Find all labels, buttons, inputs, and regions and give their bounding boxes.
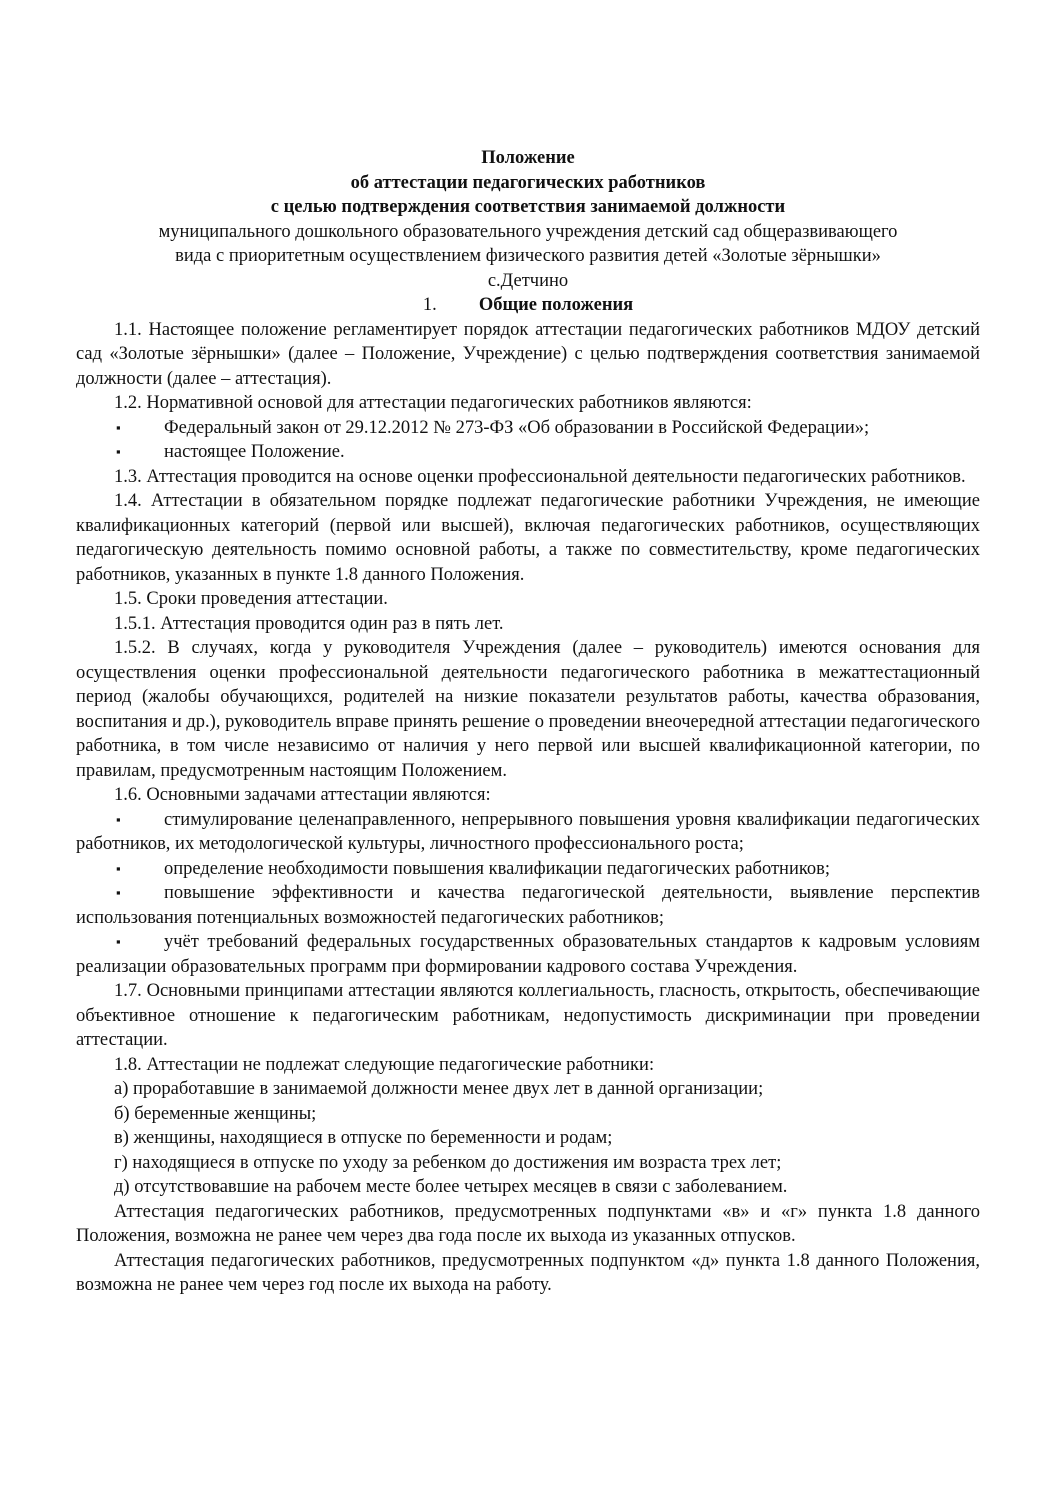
document-title: Положение [481,148,575,168]
organization-line-1: муниципального дошкольного образовательного учреждения детский сад общеразвивающего [158,221,898,242]
bullet-text: учёт требований федеральных государственных образовательных стандартов к кадровым условиям реализации образовательных программ при формировании кадрового состава Учреждения. [76,932,980,977]
paragraph-1-4: 1.4. Аттестации в обязательном порядке подлежат педагогические работники Учреждения, не имеющие квалификационных категорий (первой или высшей), включая педагогических работников, осуществляющих педагогическую деятельность помимо основной работы, а также по совместительству, кроме педагогических работников, указанных в пункте 1.8 данного Положения. [76,491,980,585]
document-title-line-3: с целью подтверждения соответствия занимаемой должности [270,197,786,217]
paragraph-1-1: 1.1. Настоящее положение регламентирует порядок аттестации педагогических работников МДОУ детский сад «Золотые зёрнышки» (далее – Положение, Учреждение) с целью подтверждения соответствия занимаемой должности (далее – аттестация). [76,319,980,389]
list-item-b: б) беременные женщины; [114,1103,317,1124]
paragraph-1-6: 1.6. Основными задачами аттестации являются: [114,785,491,805]
paragraph-1-3: 1.3. Аттестация проводится на основе оценки профессиональной деятельности педагогических работников. [114,466,966,487]
list-item-g: г) находящиеся в отпуске по уходу за ребенком до достижения им возраста трех лет; [114,1152,782,1173]
organization-line-2: вида с приоритетным осуществлением физического развития детей «Золотые зёрнышки» [175,246,881,266]
bullet-marker: ▪ [116,934,121,949]
bullet-marker: ▪ [116,444,121,459]
bullet-item [76,808,980,857]
place-name: с.Детчино [487,270,569,291]
bullet-text: повышение эффективности и качества педагогической деятельности, выявление перспектив использования потенциальных возможностей педагогических работников; [76,883,980,928]
paragraph-1-2: 1.2. Нормативной основой для аттестации педагогических работников являются: [114,393,752,413]
closing-paragraph-2: Аттестация педагогических работников, предусмотренных подпунктом «д» пункта 1.8 данного Положения, возможна не ранее чем через год после их выхода на работу. [76,1250,980,1295]
paragraph-1-8: 1.8. Аттестации не подлежат следующие педагогические работники: [114,1054,655,1075]
section-title: Общие положения [478,295,634,315]
bullet-item [76,881,980,930]
bullet-text: настоящее Положение. [164,442,345,462]
closing-paragraph-1: Аттестация педагогических работников, предусмотренных подпунктами «в» и «г» пункта 1.8 данного Положения, возможна не ранее чем через два года после их выхода из указанных отпусков. [76,1201,980,1246]
section-heading [76,293,980,318]
bullet-text: определение необходимости повышения квалификации педагогических работников; [164,858,831,879]
bullet-marker: ▪ [116,811,121,827]
bullet-item [76,416,980,441]
section-number: 1. [422,295,437,315]
document-title-line-2: об аттестации педагогических работников [350,172,706,193]
list-item-a: а) проработавшие в занимаемой должности менее двух лет в данной организации; [114,1079,764,1099]
bullet-item [76,857,980,882]
bullet-text: Федеральный закон от 29.12.2012 № 273-ФЗ «Об образовании в Российской Федерации»; [164,417,870,438]
paragraph-1-5-2: 1.5.2. В случаях, когда у руководителя Учреждения (далее – руководитель) имеются основания для осуществления оценки профессиональной деятельности педагогического работника в межаттестационный период (жалобы обучающихся, родителей на низкие показатели результатов работы, качества образования, воспитания и др.), руководитель вправе принять решение о проведении внеочередной аттестации педагогического работника, в том числе независимо от наличия у него первой или высшей квалификационной категории, по правилам, предусмотренным настоящим Положением. [76,638,980,781]
bullet-marker: ▪ [116,419,121,435]
list-item-d: д) отсутствовавшие на рабочем месте более четырех месяцев в связи с заболеванием. [114,1177,788,1197]
bullet-item [76,930,980,979]
bullet-text: стимулирование целенаправленного, непрерывного повышения уровня квалификации педагогических работников, их методологической культуры, личностного профессионального роста; [76,809,980,854]
paragraph-1-5-1: 1.5.1. Аттестация проводится один раз в пять лет. [114,613,504,634]
bullet-marker: ▪ [116,860,121,876]
list-item-v: в) женщины, находящиеся в отпуске по беременности и родам; [114,1128,613,1148]
bullet-item [76,440,980,465]
paragraph-1-5: 1.5. Сроки проведения аттестации. [114,589,388,609]
paragraph-1-7: 1.7. Основными принципами аттестации являются коллегиальность, гласность, открытость, обеспечивающие объективное отношение к педагогическим работникам, недопустимость дискриминации при проведении аттестации. [76,981,980,1050]
bullet-marker: ▪ [116,885,121,900]
